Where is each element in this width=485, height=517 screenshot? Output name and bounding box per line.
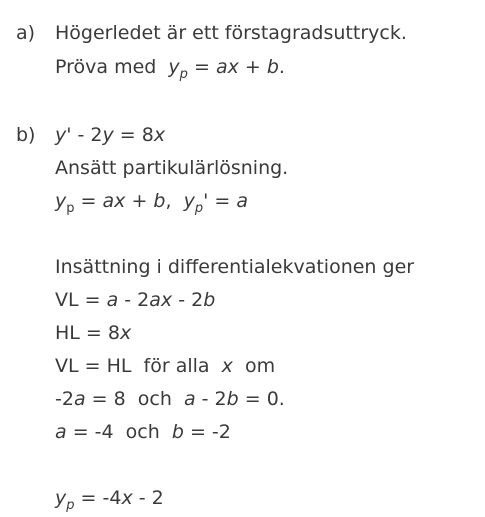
part-b-vl: VL = a - 2ax - 2b (55, 289, 216, 311)
part-b-ansatt: Ansätt partikulärlösning. (55, 157, 289, 179)
part-a-line2 (55, 56, 285, 82)
part-b-hl: HL = 8x (55, 322, 132, 344)
part-a-line2-text: Pröva med (55, 56, 157, 78)
part-b-ansatt-math: $y_p$ = ax + b, $y_p' = a$ (55, 190, 248, 216)
part-b-insattning: Insättning i differentialekvationen ger (55, 256, 415, 278)
part-b-solution: a = -4 och b = -2 (55, 421, 231, 443)
part-b-label: b) (16, 124, 36, 146)
part-a-line2-math: $y_p$ = ax + b. (168, 56, 285, 82)
part-b-vl-hl: VL = HL för alla x om (55, 355, 276, 377)
part-a-line1: Högerledet är ett förstagradsuttryck. (55, 22, 407, 44)
part-b-system: -2a = 8 och a - 2b = 0. (55, 388, 285, 410)
part-b-equation: y' - 2y = 8x (55, 124, 166, 146)
part-a-label: a) (16, 22, 36, 44)
part-b-answer: $y_p = -4x - 2$ (55, 487, 164, 513)
